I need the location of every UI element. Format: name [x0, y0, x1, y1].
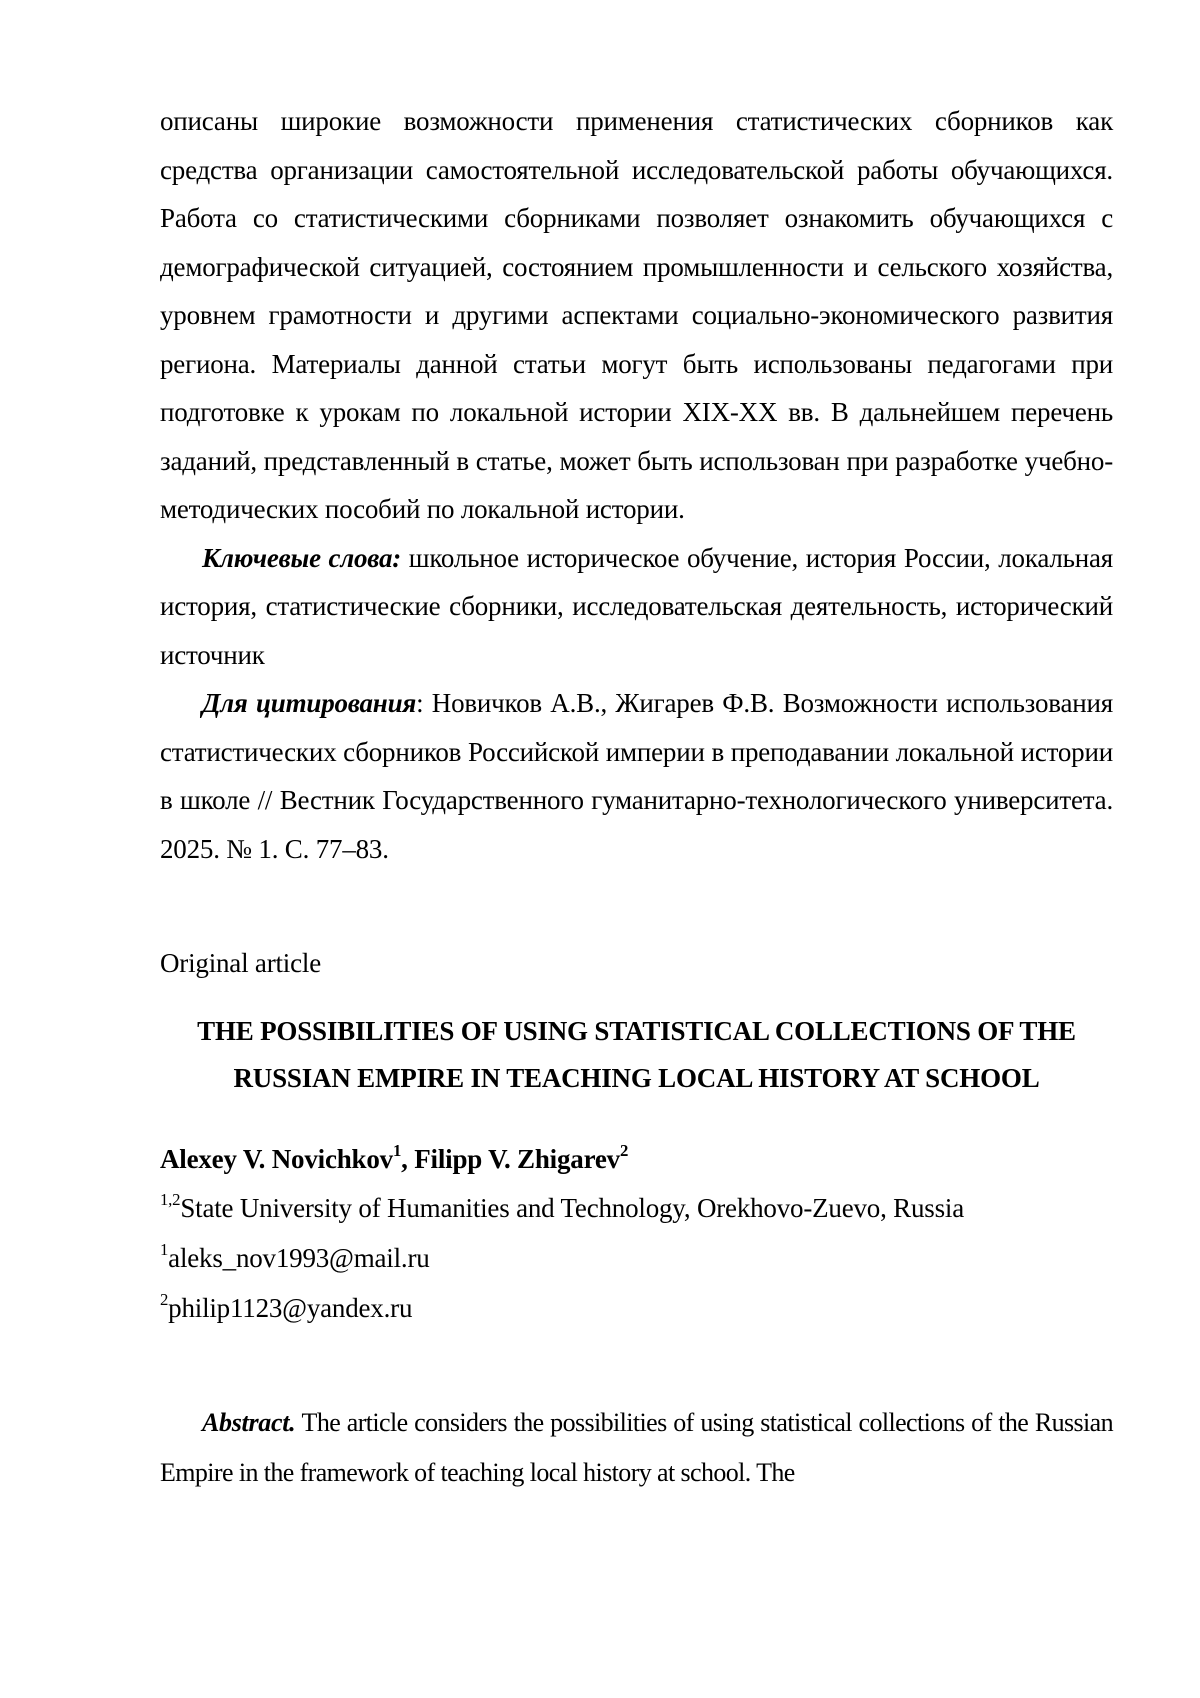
author-1-superscript: 1 [392, 1140, 402, 1160]
affiliation-text: State University of Humanities and Technology, Orekhovo-Zuevo, Russia [180, 1192, 964, 1223]
abstract-en-label: Abstract. [202, 1407, 296, 1437]
article-title-line-2: RUSSIAN EMPIRE IN TEACHING LOCAL HISTORY AT SCHOOL [233, 1062, 1040, 1093]
citation-text: : Новичков А.В., Жигарев Ф.В. Возможности использования статистических сборников Российской империи в преподавании локальной истории в школе // Вестник Государственного гуманитарно-технологического университета. 2025. № 1. С. 77–83. [160, 688, 1113, 864]
email-1-superscript: 1 [160, 1239, 169, 1259]
abstract-en-text: The article considers the possibilities of using statistical collections of the Russian Empire in the framework of teaching local history at school. The [160, 1407, 1113, 1487]
authors-line [160, 1135, 1113, 1183]
abstract-ru-continuation [160, 97, 1113, 534]
russian-front-matter [160, 97, 1113, 873]
authors-separator: , [401, 1143, 415, 1174]
keywords-text: школьное историческое обучение, история России, локальная история, статистические сборники, исследовательская деятельность, исторический источник [160, 542, 1114, 670]
article-type-label: Original article [160, 948, 321, 978]
citation-paragraph [160, 679, 1113, 873]
article-title-line-1: THE POSSIBILITIES OF USING STATISTICAL COLLECTIONS OF THE [197, 1015, 1076, 1046]
affiliation-line [160, 1183, 1113, 1233]
author-2-name: Filipp V. Zhigarev [414, 1143, 620, 1174]
abstract-en-paragraph [160, 1398, 1113, 1498]
author-1-email-line [160, 1233, 1113, 1283]
email-1-address: aleks_nov1993@mail.ru [168, 1242, 430, 1273]
author-2-email-line [160, 1283, 1113, 1333]
author-1-name: Alexey V. Novichkov [160, 1143, 393, 1174]
abstract-ru-text: описаны широкие возможности применения статистических сборников как средства организации самостоятельной исследовательской работы обучающихся. Работа со статистическими сборниками позволяет ознакомить обучающихся с демографической ситуацией, состоянием промышленности и сельского хозяйства, уровнем грамотности и другими аспектами социально-экономического развития региона. Материалы данной статьи могут быть использованы педагогами при подготовке к урокам по локальной истории XIX-XX вв. В дальнейшем перечень заданий, представленный в статье, может быть использован при разработке учебно-методических пособий по локальной истории. [160, 106, 1113, 524]
keywords-label: Ключевые слова: [202, 542, 402, 573]
author-2-superscript: 2 [619, 1140, 629, 1160]
keywords-paragraph [160, 534, 1113, 680]
article-title-en [160, 1008, 1113, 1102]
affiliation-superscript: 1,2 [160, 1189, 181, 1209]
citation-label: Для цитирования [202, 688, 417, 718]
email-2-address: philip1123@yandex.ru [168, 1292, 413, 1323]
email-2-superscript: 2 [160, 1289, 169, 1309]
